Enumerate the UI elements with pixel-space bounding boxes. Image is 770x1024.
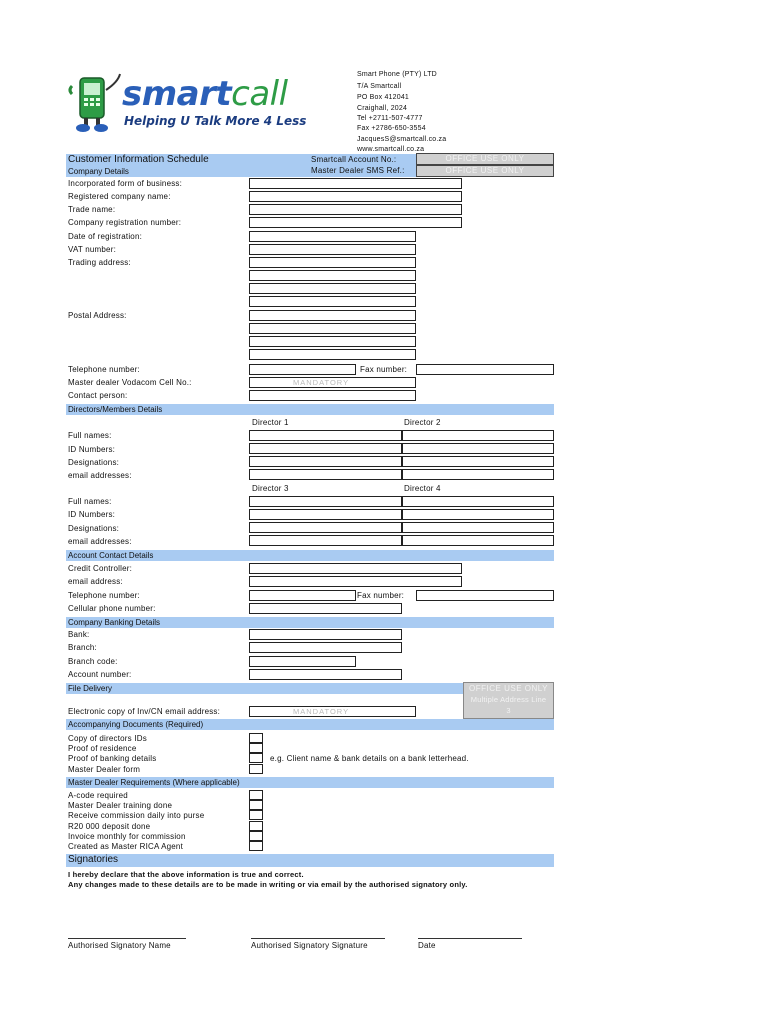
director-2-heading: Director 2 [404,418,441,427]
contact-person-label: Contact person: [68,391,128,400]
trading-address-input-1[interactable] [249,257,416,268]
contact-cell-input[interactable] [249,603,402,614]
company-website: www.smartcall.co.za [357,146,425,153]
registered-name-label: Registered company name: [68,192,171,201]
reg-date-label: Date of registration: [68,232,143,241]
incorporated-input[interactable] [249,178,462,189]
telephone-input[interactable] [249,364,356,375]
document-item: Proof of banking details [68,754,157,763]
document-item: Master Dealer form [68,765,141,774]
director-1-name-input[interactable] [249,430,402,441]
office-use-label: OFFICE USE ONLY [469,684,548,693]
full-names-label: Full names: [68,497,112,506]
branch-code-input[interactable] [249,656,356,667]
reg-number-label: Company registration number: [68,218,182,227]
multiple-address-number: 3 [506,706,511,715]
cell-label: Master dealer Vodacom Cell No.: [68,378,192,387]
account-number-label: Account number: [68,670,132,679]
branch-label: Branch: [68,643,97,652]
company-email: JacquesS@smartcall.co.za [357,136,447,143]
requirement-checkbox[interactable] [249,831,263,841]
brand-call: call [231,74,288,114]
designations-label: Designations: [68,458,120,467]
signatory-name-line[interactable] [68,938,186,939]
trading-address-input-2[interactable] [249,270,416,281]
contact-cell-label: Cellular phone number: [68,604,156,613]
contact-email-input[interactable] [249,576,462,587]
section-title: Account Contact Details [68,551,154,560]
requirement-item: Master Dealer training done [68,801,173,810]
director-4-designation-input[interactable] [402,522,554,533]
section-title: Directors/Members Details [68,405,163,414]
director-4-email-input[interactable] [402,535,554,546]
section-title: Company Details [68,167,129,176]
full-names-label: Full names: [68,431,112,440]
brand-tagline: Helping U Talk More 4 Less [124,114,307,128]
signatories-bar [66,854,554,867]
company-line: PO Box 412041 [357,94,410,101]
signatory-signature-line[interactable] [251,938,385,939]
contact-fax-label: Fax number: [357,591,405,600]
company-line: T/A Smartcall [357,83,402,90]
signatory-name-label: Authorised Signatory Name [68,941,171,950]
invoice-email-label: Electronic copy of Inv/CN email address: [68,707,221,716]
declaration-line: Any changes made to these details are to be made in writing or via email by the authorised signatory only. [68,880,468,889]
director-1-heading: Director 1 [252,418,289,427]
requirement-item: Receive commission daily into purse [68,811,205,820]
document-item: Proof of residence [68,744,137,753]
phone-mascot-icon [66,72,124,134]
vat-input[interactable] [249,244,416,255]
director-2-name-input[interactable] [402,430,554,441]
requirement-item: A-code required [68,791,128,800]
requirement-checkbox[interactable] [249,821,263,831]
contact-fax-input[interactable] [416,590,554,601]
bank-input[interactable] [249,629,402,640]
company-line: Tel +2711-507-4777 [357,115,423,122]
documents-note: e.g. Client name & bank details on a bank letterhead. [270,754,469,763]
requirement-item: Invoice monthly for commission [68,832,186,841]
director-3-id-input[interactable] [249,509,402,520]
section-title: Master Dealer Requirements (Where applicable) [68,778,240,787]
postal-address-input-3[interactable] [249,336,416,347]
branch-input[interactable] [249,642,402,653]
telephone-label: Telephone number: [68,365,140,374]
directors-bar [66,404,554,415]
trading-address-label: Trading address: [68,258,131,267]
director-2-email-input[interactable] [402,469,554,480]
requirement-checkbox[interactable] [249,841,263,851]
signatory-signature-label: Authorised Signatory Signature [251,941,368,950]
brand-wordmark [122,76,288,112]
postal-address-label: Postal Address: [68,311,127,320]
office-use-dealer-ref: OFFICE USE ONLY [416,165,554,177]
director-3-email-input[interactable] [249,535,402,546]
document-checkbox[interactable] [249,733,263,743]
credit-controller-label: Credit Controller: [68,564,133,573]
director-1-id-input[interactable] [249,443,402,454]
declaration-line: I hereby declare that the above information is true and correct. [68,870,304,879]
trading-address-input-4[interactable] [249,296,416,307]
account-no-label: Smartcall Account No.: [311,155,397,164]
signatory-date-line[interactable] [418,938,522,939]
director-4-name-input[interactable] [402,496,554,507]
document-checkbox[interactable] [249,743,263,753]
company-line: Fax +2786-650-3554 [357,125,426,132]
director-2-id-input[interactable] [402,443,554,454]
banking-bar [66,617,554,628]
director-1-email-input[interactable] [249,469,402,480]
director-2-designation-input[interactable] [402,456,554,467]
dealer-requirements-bar [66,777,554,788]
document-item: Copy of directors IDs [68,734,147,743]
requirement-checkbox[interactable] [249,790,263,800]
director-4-heading: Director 4 [404,484,441,493]
requirement-item: R20 000 deposit done [68,822,151,831]
postal-address-input-2[interactable] [249,323,416,334]
section-title: File Delivery [68,684,113,693]
requirement-checkbox[interactable] [249,800,263,810]
requirement-checkbox[interactable] [249,810,263,820]
emails-label: email addresses: [68,537,132,546]
signatory-date-label: Date [418,941,436,950]
office-use-address-lines [463,682,554,719]
trade-name-input[interactable] [249,204,462,215]
section-title: Signatories [68,854,119,865]
director-3-name-input[interactable] [249,496,402,507]
page-title: Customer Information Schedule [68,154,209,165]
account-number-input[interactable] [249,669,402,680]
contact-telephone-label: Telephone number: [68,591,140,600]
bank-label: Bank: [68,630,90,639]
smartcall-logo [66,72,336,134]
registered-name-input[interactable] [249,191,462,202]
trading-address-input-3[interactable] [249,283,416,294]
brand-smart: smart [122,74,232,114]
director-3-designation-input[interactable] [249,522,402,533]
id-numbers-label: ID Numbers: [68,445,116,454]
emails-label: email addresses: [68,471,132,480]
contact-email-label: email address: [68,577,123,586]
account-contact-bar [66,550,554,561]
branch-code-label: Branch code: [68,657,118,666]
company-line: Craighall, 2024 [357,105,408,112]
cell-input[interactable]: MANDATORY [249,377,416,388]
director-4-id-input[interactable] [402,509,554,520]
fax-input[interactable] [416,364,554,375]
multiple-address-label: Multiple Address Line [470,695,547,704]
document-checkbox[interactable] [249,764,263,774]
contact-telephone-input[interactable] [249,590,356,601]
dealer-ref-label: Master Dealer SMS Ref.: [311,166,405,175]
trade-name-label: Trade name: [68,205,116,214]
contact-person-input[interactable] [249,390,416,401]
company-line: Smart Phone (PTY) LTD [357,71,437,78]
reg-number-input[interactable] [249,217,462,228]
reg-date-input[interactable] [249,231,416,242]
incorporated-label: Incorporated form of business: [68,179,183,188]
director-1-designation-input[interactable] [249,456,402,467]
id-numbers-label: ID Numbers: [68,510,116,519]
credit-controller-input[interactable] [249,563,462,574]
director-3-heading: Director 3 [252,484,289,493]
document-checkbox[interactable] [249,753,263,763]
vat-label: VAT number: [68,245,116,254]
postal-address-input-4[interactable] [249,349,416,360]
invoice-email-input[interactable]: MANDATORY [249,706,416,717]
office-use-account-no: OFFICE USE ONLY [416,153,554,165]
postal-address-input-1[interactable] [249,310,416,321]
section-title: Company Banking Details [68,618,161,627]
documents-bar [66,719,554,730]
requirement-item: Created as Master RICA Agent [68,842,183,851]
designations-label: Designations: [68,524,120,533]
fax-label: Fax number: [360,365,408,374]
section-title: Accompanying Documents (Required) [68,720,204,729]
